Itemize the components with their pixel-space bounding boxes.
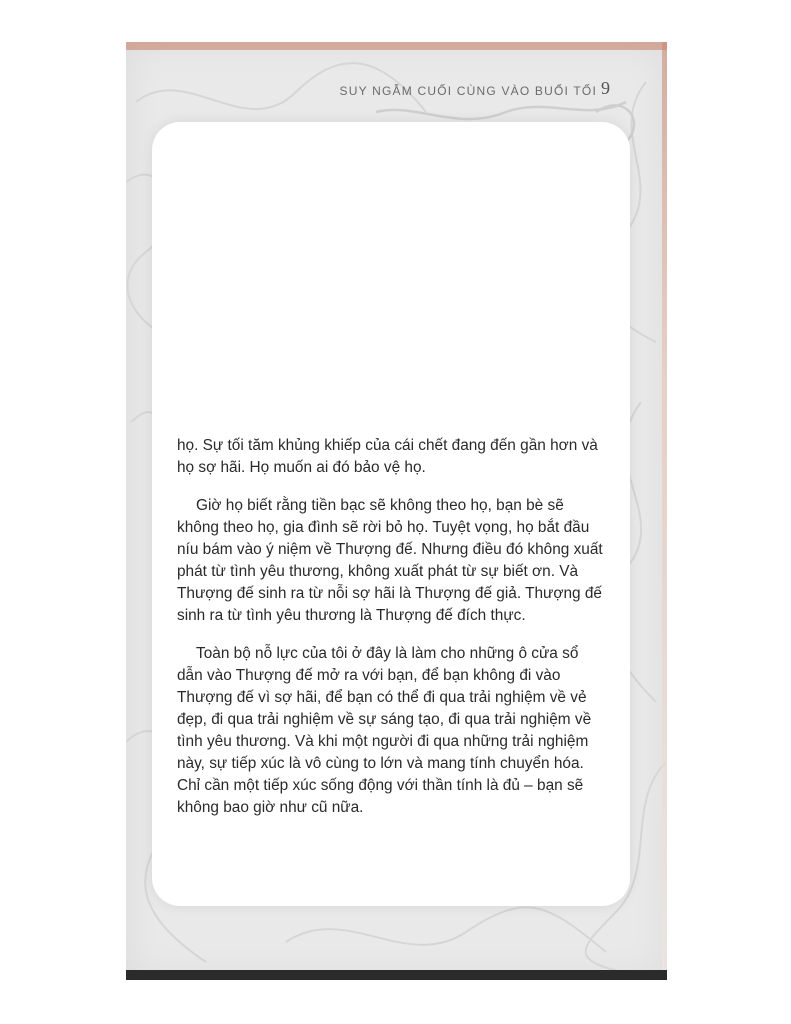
page-bottom-edge <box>126 970 667 980</box>
page-number: 9 <box>601 78 610 98</box>
page-right-edge <box>662 42 667 978</box>
running-header-title: SUY NGẪM CUỐI CÙNG VÀO BUỔI TỐI <box>339 84 597 98</box>
paragraph: họ. Sự tối tăm khủng khiếp của cái chết đang đến gần hơn và họ sợ hãi. Họ muốn ai đó bảo vệ họ. <box>177 437 598 476</box>
paragraph: Giờ họ biết rằng tiền bạc sẽ không theo họ, bạn bè sẽ không theo họ, gia đình sẽ rời bỏ họ. Tuyệt vọng, họ bắt đầu níu bám vào ý niệm về Thượng đế. Nhưng điều đó không xuất phát từ tình yêu thương, không xuất phát từ sự biết ơn. Và Thượng đế sinh ra từ nỗi sợ hãi là Thượng đế giả. Thượng đế sinh ra từ tình yêu thương là Thượng đế đích thực. <box>177 497 603 624</box>
body-text <box>177 435 607 835</box>
page-top-edge <box>126 42 667 50</box>
paragraph: Toàn bộ nỗ lực của tôi ở đây là làm cho những ô cửa sổ dẫn vào Thượng đế mở ra với bạn, để bạn không đi vào Thượng đế vì sợ hãi, để bạn có thể đi qua trải nghiệm về vẻ đẹp, đi qua trải nghiệm về sự sáng tạo, đi qua trải nghiệm về tình yêu thương. Và khi một người đi qua những trải nghiệm này, sự tiếp xúc là vô cùng to lớn và mang tính chuyển hóa. Chỉ cần một tiếp xúc sống động với thần tính là đủ – bạn sẽ không bao giờ như cũ nữa. <box>177 645 592 816</box>
